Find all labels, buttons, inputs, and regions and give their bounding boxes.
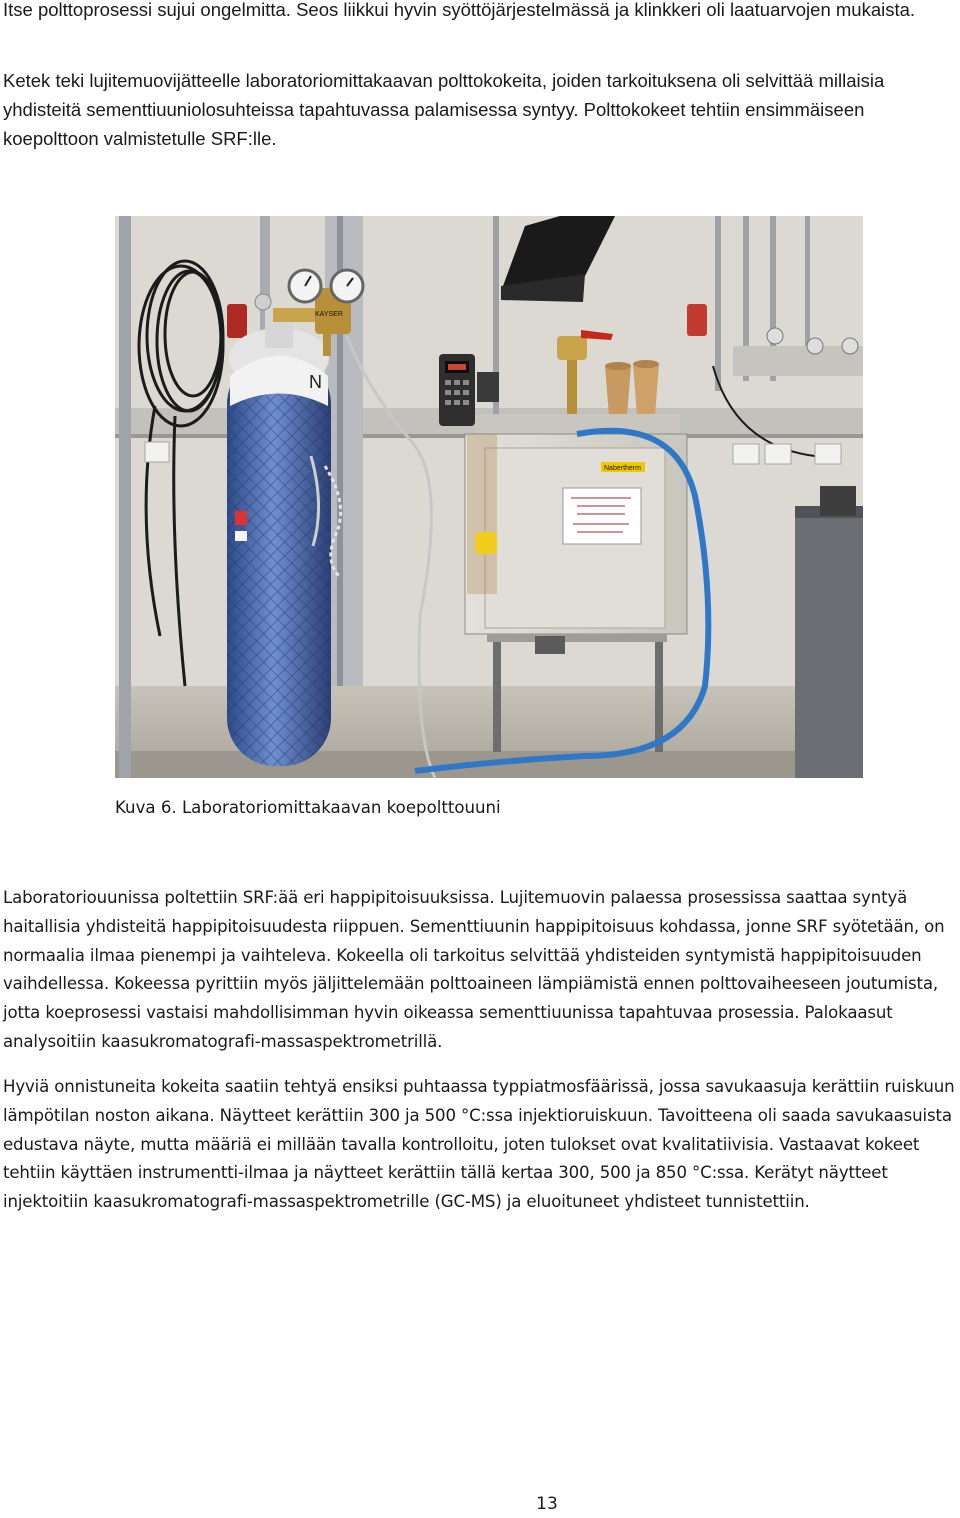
figure-caption: Kuva 6. Laboratoriomittakaavan koepolttouuni bbox=[115, 798, 501, 817]
gas-cylinder bbox=[227, 308, 331, 766]
intro-paragraph: Itse polttoprosessi sujui ongelmitta. Seos liikkui hyvin syöttöjärjestelmässä ja klinkkeri oli laatuarvojen mukaista. bbox=[3, 0, 916, 20]
cylinder-letter: N bbox=[309, 372, 322, 392]
lab-furnace-photo bbox=[115, 216, 863, 778]
red-plug bbox=[227, 304, 247, 338]
regulator-brand: KAYSER bbox=[315, 311, 343, 318]
yellow-handle bbox=[475, 532, 497, 554]
results-paragraph: Hyviä onnistuneita kokeita saatiin tehtyä ensiksi puhtaassa typpiatmosfäärissä, jossa savukaasuja kerättiin ruiskuun lämpötilan noston aikana. Näytteet kerättiin 300 ja 500 °C:ssa injektioruiskuun. Tavoitteena oli saada savukaasuista edustava näyte, mutta määriä ei millään tavalla kontrolloitu, joten tulokset ovat kvalitatiivisia. Vastaavat kokeet tehtiin käyttäen instrumentti-ilmaa ja näytteet kerättiin tällä kertaa 300, 500 ja 850 °C:ssa. Kerätyt näytteet injektoitiin kaasukromatografi-massaspektrometrille (GC-MS) ja eluoituneet yhdisteet tunnistettiin. bbox=[3, 1077, 955, 1212]
page-number: 13 bbox=[536, 1494, 558, 1514]
ketek-paragraph: Ketek teki lujitemuovijätteelle laboratoriomittakaavan polttokokeita, joiden tarkoituksena oli selvittää millaisia yhdisteitä sementtiuuniolosuhteissa tapahtuvassa palamisessa syntyy. Polttokokeet tehtiin ensimmäiseen koepolttoon valmistetulle SRF:lle. bbox=[3, 70, 885, 149]
experiment-paragraph: Laboratoriouunissa poltettiin SRF:ää eri happipitoisuuksissa. Lujitemuovin palaessa prosessissa saattaa syntyä haitallisia yhdisteitä happipitoisuudesta riippuen. Sementtiuunin happipitoisuus kohdassa, jonne SRF syötetään, on normaalia ilmaa pienempi ja vaihteleva. Kokeella oli tarkoitus selvittää yhdisteiden syntymistä happipitoisuuden vaihdellessa. Kokeessa pyrittiin myös jäljittelemään polttoaineen lämpiämistä ennen polttovaiheeseen joutumista, jotta koeprosessi vastaisi mahdollisimman hyvin oikeassa sementtiuunissa tapahtuvaa prosessia. Palokaasut analysoitiin kaasukromatografi-massaspektrometrillä. bbox=[3, 888, 945, 1051]
workbench bbox=[795, 506, 863, 778]
oven-brand: Nabertherm bbox=[604, 465, 641, 472]
